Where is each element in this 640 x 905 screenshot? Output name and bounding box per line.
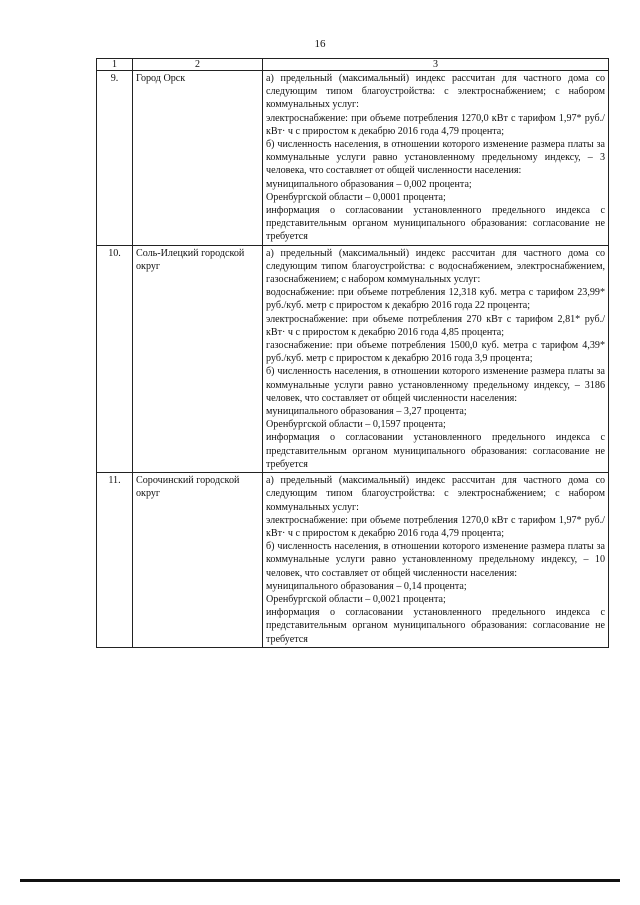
description-line: б) численность населения, в отношении которого изменение размера платы за коммунальные услуги равно установленному предельному индексу, – 3 человека, что составляет от общей численности населения: [266, 139, 605, 177]
description-line: газоснабжение: при объеме потребления 1500,0 куб. метра с тарифом 4,39* руб./куб. метр с приростом к декабрю 2016 года 3,9 процента; [266, 340, 605, 365]
row-number: 11. [97, 473, 133, 648]
municipality-name: Соль-Илецкий городской округ [133, 245, 263, 472]
row-number: 9. [97, 71, 133, 246]
table-row [97, 473, 609, 648]
column-header-3: 3 [263, 59, 609, 71]
description-line: водоснабжение: при объеме потребления 12,318 куб. метра с тарифом 23,99* руб./куб. метр с приростом к декабрю 2016 года 22 процента; [266, 287, 605, 312]
table-row [97, 245, 609, 472]
page-number: 16 [314, 38, 326, 50]
row-number: 10. [97, 245, 133, 472]
index-description [263, 71, 609, 246]
description-line: Оренбургской области – 0,0001 процента; [266, 191, 446, 203]
column-header-1: 1 [97, 59, 133, 71]
municipality-name: Город Орск [133, 71, 263, 246]
description-line: электроснабжение: при объеме потребления 1270,0 кВт с тарифом 1,97* руб./кВт· ч с приростом к декабрю 2016 года 4,79 процента; [266, 514, 605, 539]
description-line: а) предельный (максимальный) индекс рассчитан для частного дома со следующим типом благоустройства: с водоснабжением, электроснабжением, газоснабжением; с набором коммунальных услуг: [266, 247, 605, 286]
municipality-name: Сорочинский городской округ [133, 473, 263, 648]
description-line: муниципального образования – 0,14 процента; [266, 580, 467, 592]
bottom-divider [20, 879, 620, 882]
description-line: электроснабжение: при объеме потребления 1270,0 кВт с тарифом 1,97* руб./кВт· ч с приростом к декабрю 2016 года 4,79 процента; [266, 112, 605, 137]
description-line: информация о согласовании установленного предельного индекса с представительным органом муниципального образования: согласование не требуется [266, 205, 605, 243]
index-description [263, 245, 609, 472]
table-header-row [97, 59, 609, 71]
document-table [96, 58, 609, 648]
description-line: б) численность населения, в отношении которого изменение размера платы за коммунальные услуги равно установленному предельному индексу, – 10 человек, что составляет от общей численности населения: [266, 541, 605, 579]
description-line: информация о согласовании установленного предельного индекса с представительным органом муниципального образования: согласование не требуется [266, 607, 605, 645]
description-line: электроснабжение: при объеме потребления 270 кВт с тарифом 2,81* руб./кВт· ч с приростом к декабрю 2016 года 4,85 процента; [266, 313, 605, 338]
description-line: а) предельный (максимальный) индекс рассчитан для частного дома со следующим типом благоустройства: с электроснабжением; с набором коммунальных услуг: [266, 73, 605, 111]
description-line: информация о согласовании установленного предельного индекса с представительным органом муниципального образования: согласование не требуется [266, 432, 605, 470]
table-row [97, 71, 609, 246]
description-line: муниципального образования – 3,27 процента; [266, 406, 467, 418]
column-header-2: 2 [133, 59, 263, 71]
description-line: муниципального образования – 0,002 процента; [266, 178, 472, 190]
description-line: а) предельный (максимальный) индекс рассчитан для частного дома со следующим типом благоустройства: с электроснабжением; с набором коммунальных услуг: [266, 475, 605, 513]
description-line: Оренбургской области – 0,0021 процента; [266, 593, 446, 605]
description-line: б) численность населения, в отношении которого изменение размера платы за коммунальные услуги равно установленному предельному индексу, – 3186 человек, что составляет от общей численности населения: [266, 366, 605, 404]
description-line: Оренбургской области – 0,1597 процента; [266, 419, 446, 431]
index-description [263, 473, 609, 648]
